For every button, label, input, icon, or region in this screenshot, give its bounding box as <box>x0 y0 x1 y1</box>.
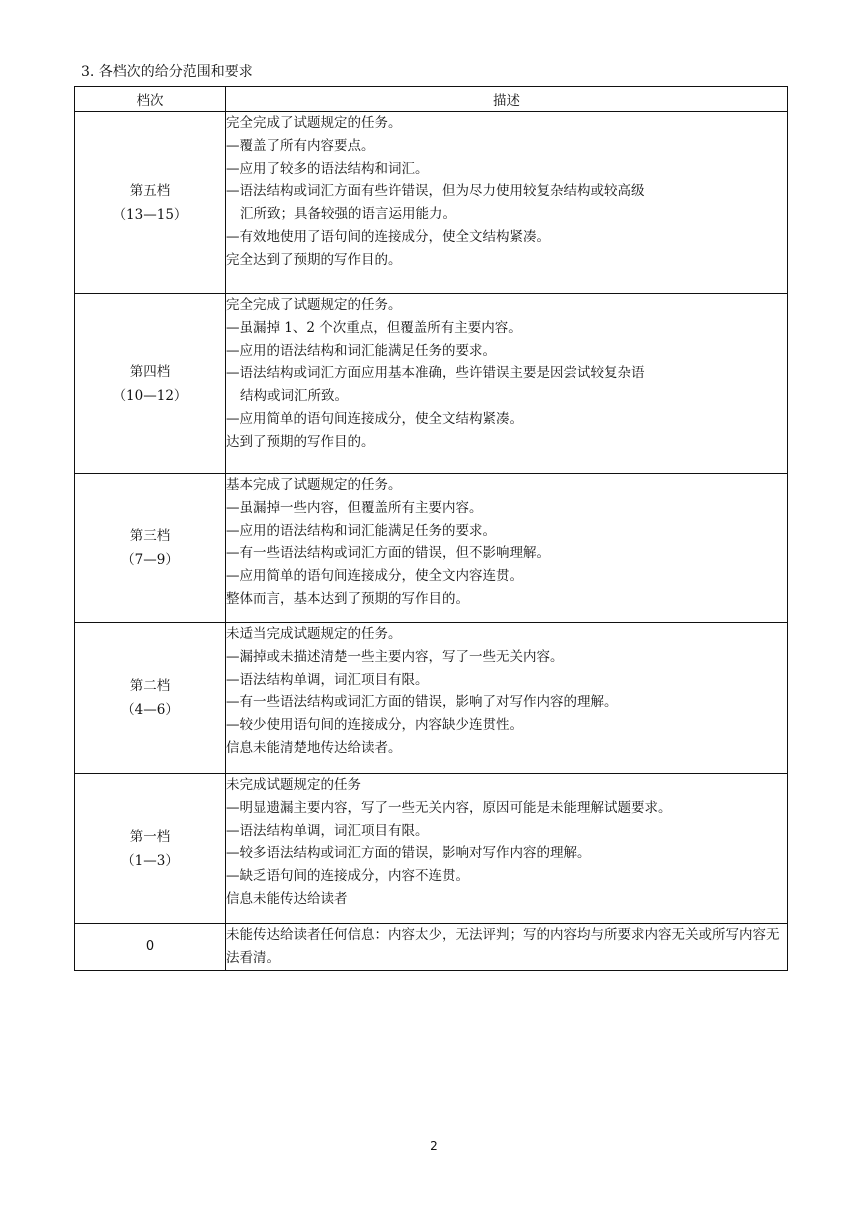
level-name: 第三档 <box>129 528 171 544</box>
level-range: （13—15） <box>112 206 188 223</box>
level-cell <box>75 924 226 971</box>
description-line: 汇所致；具备较强的语言运用能力。 <box>240 206 456 223</box>
description-line: —虽漏掉一些内容，但覆盖所有主要内容。 <box>226 499 483 516</box>
description-line: —应用的语法结构和词汇能满足任务的要求。 <box>226 522 496 539</box>
level-range: （4—6） <box>121 702 179 718</box>
description-line: 基本完成了试题规定的任务。 <box>226 477 402 493</box>
level-range: （1—3） <box>121 852 179 869</box>
description-line: 完全完成了试题规定的任务。 <box>226 297 402 313</box>
description-cell <box>226 774 788 924</box>
level-range: （7—9） <box>121 552 179 568</box>
level-zero: 0 <box>145 938 155 954</box>
description-cell <box>226 112 788 294</box>
description-line: —较多语法结构或词汇方面的错误，影响对写作内容的理解。 <box>226 845 591 862</box>
description-line: —虽漏掉 1、2 个次重点，但覆盖所有主要内容。 <box>226 319 522 336</box>
description-line: 达到了预期的写作目的。 <box>226 433 375 450</box>
level-name: 第二档 <box>129 678 171 694</box>
table-row <box>75 294 788 474</box>
description-line: —应用简单的语句间连接成分，使全文结构紧凑。 <box>226 410 523 427</box>
description-line: —应用了较多的语法结构和词汇。 <box>226 160 429 177</box>
level-cell <box>75 474 226 623</box>
description-line: 结构或词汇所致。 <box>240 388 348 405</box>
level-cell <box>75 112 226 294</box>
description-line: 整体而言，基本达到了预期的写作目的。 <box>226 590 469 607</box>
description-cell <box>226 924 788 971</box>
description-line: —明显遗漏主要内容，写了一些无关内容，原因可能是未能理解试题要求。 <box>226 799 672 816</box>
level-cell <box>75 623 226 774</box>
description-text: 未能传达给读者任何信息：内容太少，无法评判；写的内容均与所要求内容无关或所写内容无法看清。 <box>226 927 780 966</box>
description-line: —有效地使用了语句间的连接成分，使全文结构紧凑。 <box>226 228 550 245</box>
table-row <box>75 112 788 294</box>
table-header-row <box>75 87 788 112</box>
table-row <box>75 774 788 924</box>
description-line: —语法结构或词汇方面应用基本准确，些许错误主要是因尝试较复杂语 <box>226 365 645 382</box>
description-line: 信息未能传达给读者 <box>226 890 348 907</box>
level-cell <box>75 294 226 474</box>
description-line: —较少使用语句间的连接成分，内容缺少连贯性。 <box>226 717 523 734</box>
table-row <box>75 623 788 774</box>
level-name: 第四档 <box>129 363 171 380</box>
description-line: 完全完成了试题规定的任务。 <box>226 115 402 131</box>
level-name: 第五档 <box>129 182 171 199</box>
scoring-table <box>74 86 788 971</box>
level-range: （10—12） <box>112 387 188 404</box>
description-line: —有一些语法结构或词汇方面的错误，影响了对写作内容的理解。 <box>226 694 618 711</box>
description-line: —应用简单的语句间连接成分，使全文内容连贯。 <box>226 568 523 585</box>
description-cell <box>226 623 788 774</box>
description-line: 信息未能清楚地传达给读者。 <box>226 739 402 756</box>
description-line: 完全达到了预期的写作目的。 <box>226 251 402 268</box>
description-line: —语法结构或词汇方面有些许错误，但为尽力使用较复杂结构或较高级 <box>226 183 645 200</box>
level-name: 第一档 <box>129 828 171 845</box>
description-line: —应用的语法结构和词汇能满足任务的要求。 <box>226 342 496 359</box>
description-cell <box>226 294 788 474</box>
description-line: —漏掉或未描述清楚一些主要内容，写了一些无关内容。 <box>226 648 564 665</box>
description-line: —缺乏语句间的连接成分，内容不连贯。 <box>226 868 469 885</box>
header-description: 描述 <box>226 87 788 112</box>
header-level: 档次 <box>75 87 226 112</box>
description-line: 未完成试题规定的任务 <box>226 777 361 793</box>
page-number: 2 <box>430 1139 438 1153</box>
description-line: 未适当完成试题规定的任务。 <box>226 626 402 642</box>
description-line: —覆盖了所有内容要点。 <box>226 137 375 154</box>
level-cell <box>75 774 226 924</box>
description-line: —语法结构单调，词汇项目有限。 <box>226 671 429 688</box>
table-row <box>75 474 788 623</box>
description-line: —有一些语法结构或词汇方面的错误，但不影响理解。 <box>226 545 550 562</box>
section-title: 3. 各档次的给分范围和要求 <box>81 64 253 80</box>
table-row <box>75 924 788 971</box>
description-cell <box>226 474 788 623</box>
description-line: —语法结构单调，词汇项目有限。 <box>226 822 429 839</box>
